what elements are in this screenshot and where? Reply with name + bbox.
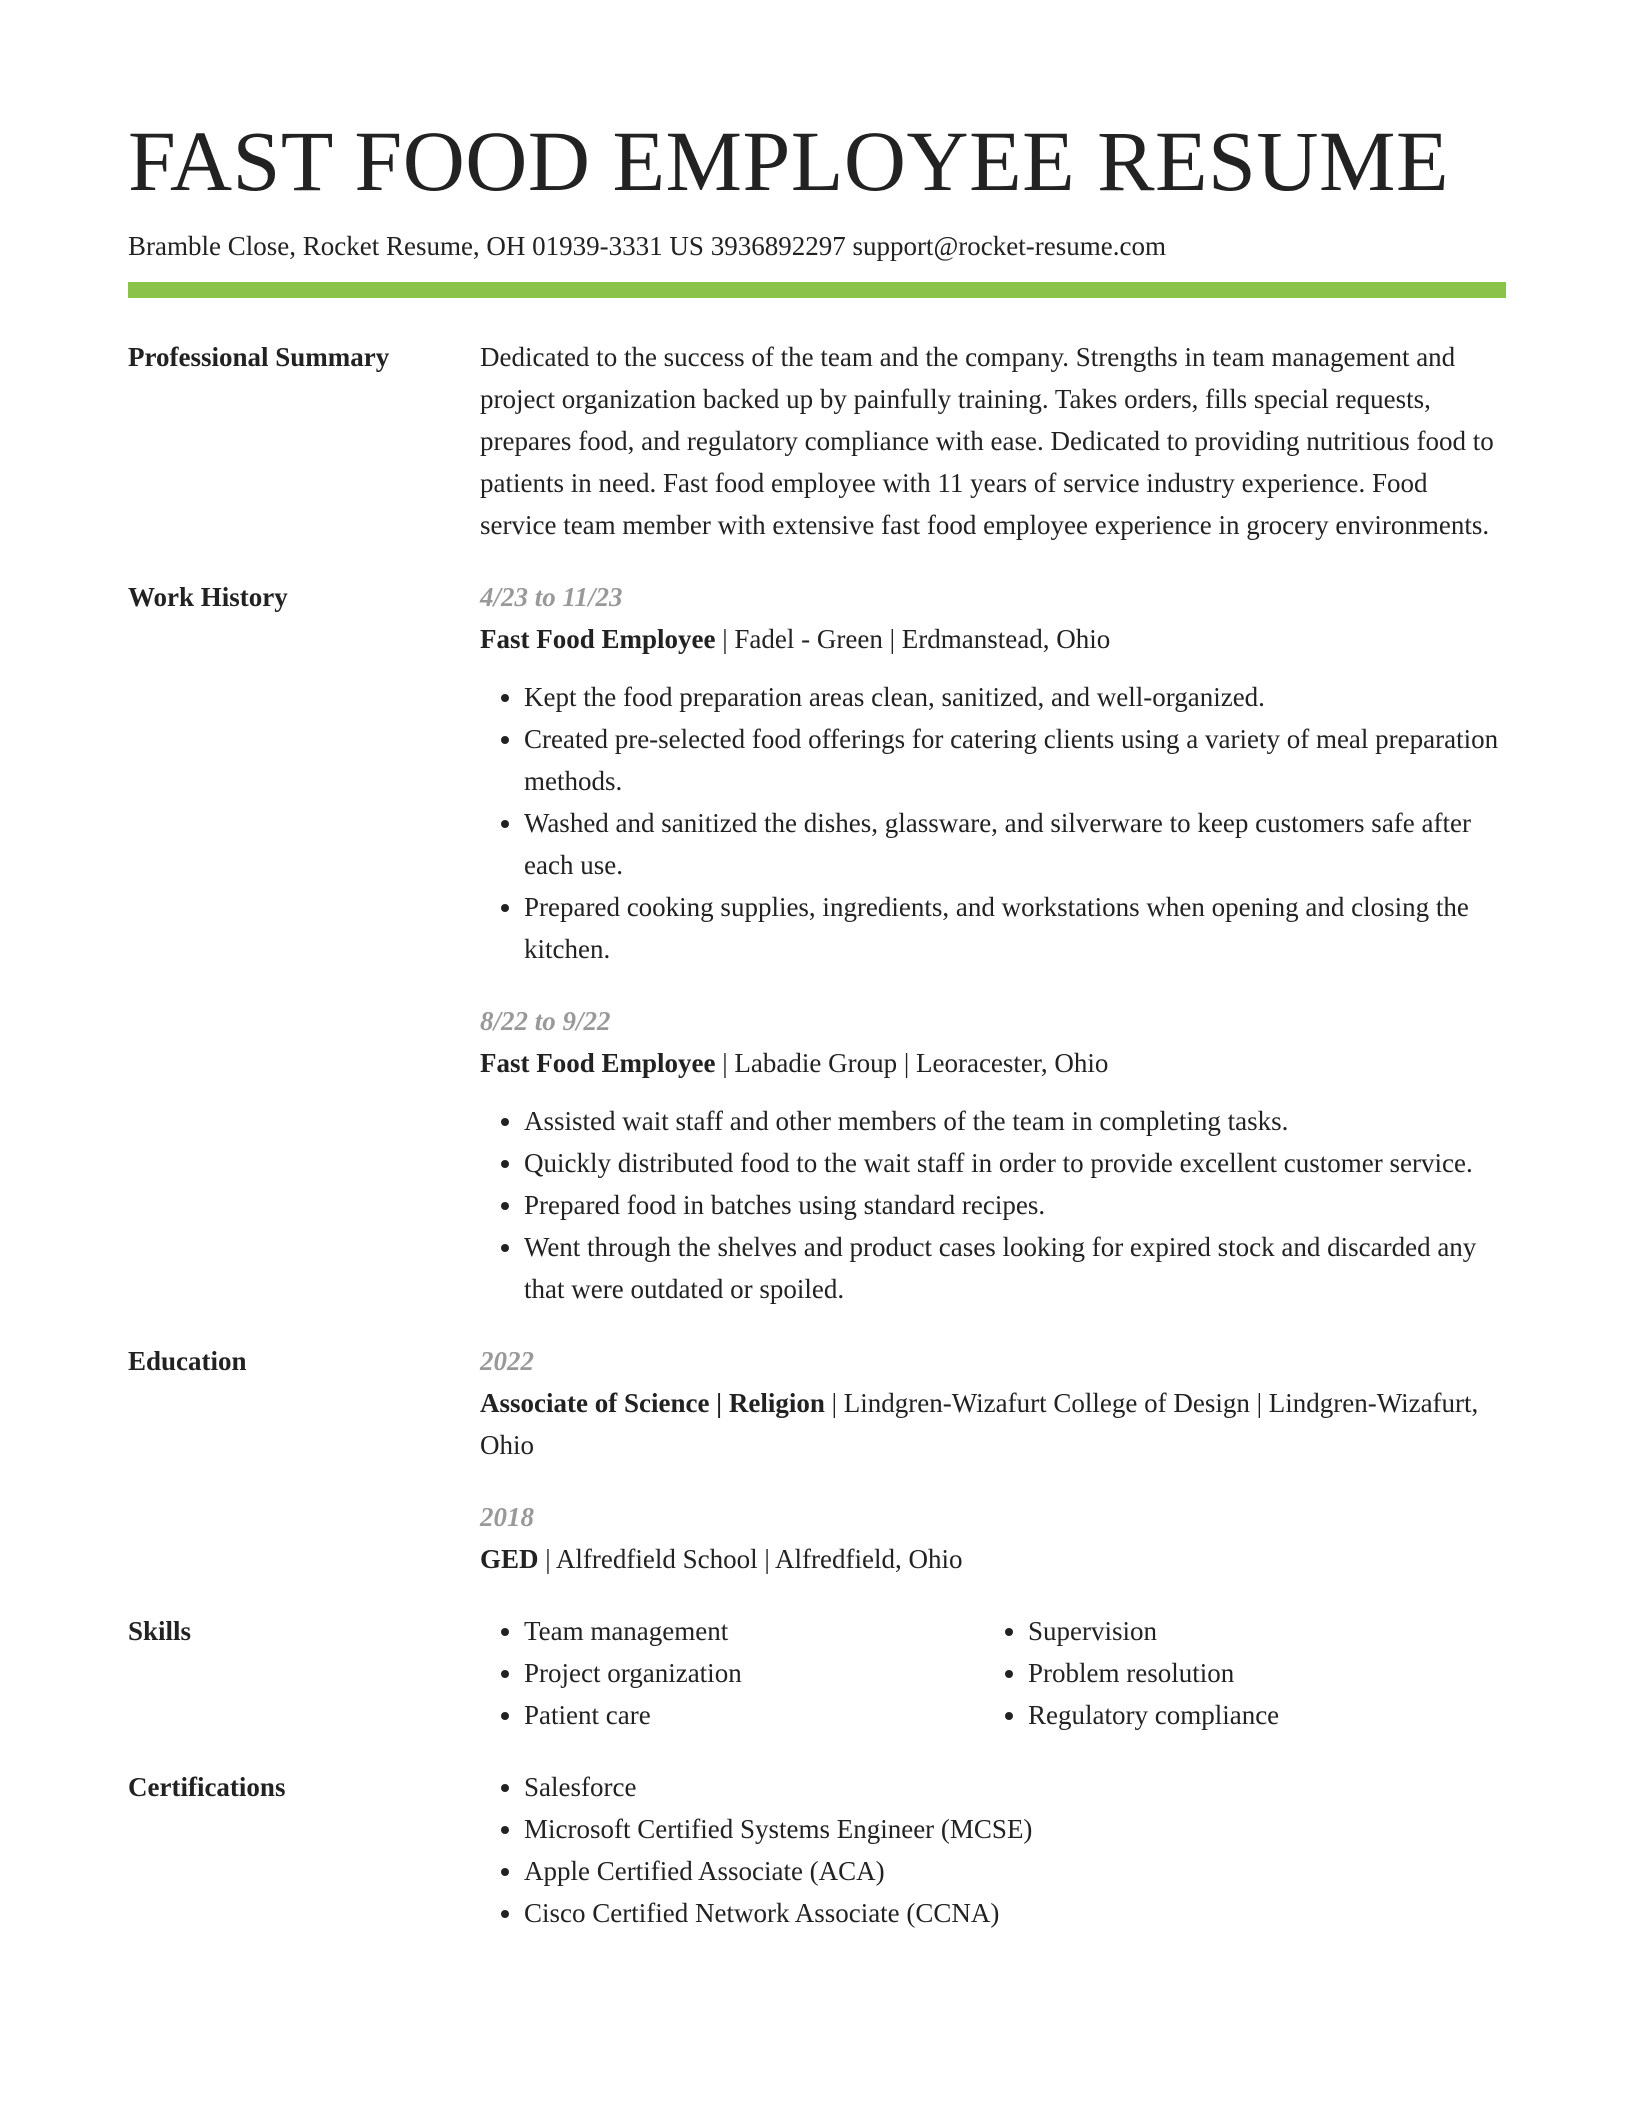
education-details: | Alfredfield School | Alfredfield, Ohio [538, 1544, 963, 1575]
skill-item: • Problem resolution [1028, 1652, 1488, 1694]
certification-item: • Salesforce [524, 1766, 1506, 1808]
resume-title: FAST FOOD EMPLOYEE RESUME [128, 113, 1449, 209]
header-divider [128, 282, 1506, 298]
education-line [480, 1538, 1506, 1580]
skills-list [984, 1610, 1488, 1736]
section-label-work-history: Work History [128, 582, 288, 613]
resume-page [128, 113, 1506, 1964]
job-bullet: • Created pre-selected food offerings for catering clients using a variety of meal preparation methods. [524, 718, 1506, 802]
job-dates: 8/22 to 9/22 [480, 1006, 611, 1037]
summary-text: Dedicated to the success of the team and the company. Strengths in team management and project organization backed up by painfully training. Takes orders, fills special requests, prepares food, and regulatory compliance with ease. Dedicated to providing nutritious food to patients in need. Fast food employee with 11 years of service industry experience. Food service team member with extensive fast food employee experience in grocery environments. [480, 342, 1494, 541]
skills-section [128, 1610, 1506, 1736]
certification-item: • Apple Certified Associate (ACA) [524, 1850, 1506, 1892]
work-history-body [480, 576, 1506, 1310]
education-degree: Associate of Science | Religion [480, 1388, 825, 1419]
job-role-line [480, 1042, 1506, 1084]
work-history-section [128, 576, 1506, 1310]
job-bullet: • Prepared food in batches using standard recipes. [524, 1184, 1506, 1226]
skills-column-right [984, 1610, 1488, 1736]
certification-item: • Cisco Certified Network Associate (CCNA) [524, 1892, 1506, 1934]
resume-sections [128, 336, 1506, 1934]
skills-body [480, 1610, 1506, 1736]
job-details: | Labadie Group | Leoracester, Ohio [715, 1048, 1109, 1079]
education-entry [480, 1340, 1506, 1466]
job-bullet: • Kept the food preparation areas clean, sanitized, and well-organized. [524, 676, 1506, 718]
education-year: 2022 [480, 1346, 534, 1377]
education-line [480, 1382, 1506, 1466]
education-degree: GED [480, 1544, 539, 1575]
skill-item: • Regulatory compliance [1028, 1694, 1488, 1736]
summary-body [480, 336, 1506, 546]
summary-section [128, 336, 1506, 546]
job-role-line [480, 618, 1506, 660]
job-title: Fast Food Employee [480, 1048, 716, 1079]
job-details: | Fadel - Green | Erdmanstead, Ohio [715, 624, 1111, 655]
job-bullet: • Quickly distributed food to the wait staff in order to provide excellent customer service. [524, 1142, 1506, 1184]
job-bullet: • Prepared cooking supplies, ingredients, and workstations when opening and closing the kitchen. [524, 886, 1506, 970]
section-label-summary: Professional Summary [128, 342, 390, 373]
skills-column-left [480, 1610, 984, 1736]
section-label-education: Education [128, 1346, 247, 1377]
certification-item: • Microsoft Certified Systems Engineer (MCSE) [524, 1808, 1506, 1850]
contact-line: Bramble Close, Rocket Resume, OH 01939-3331 US 3936892297 support@rocket-resume.com [128, 231, 1166, 261]
job-bullet: • Went through the shelves and product cases looking for expired stock and discarded any that were outdated or spoiled. [524, 1226, 1506, 1310]
skill-item: • Patient care [524, 1694, 984, 1736]
certifications-body [480, 1766, 1506, 1934]
section-label-skills: Skills [128, 1616, 192, 1647]
section-label-certifications: Certifications [128, 1772, 286, 1803]
skill-item: • Project organization [524, 1652, 984, 1694]
job-entry [480, 1000, 1506, 1310]
education-entry [480, 1496, 1506, 1580]
job-bullet: • Assisted wait staff and other members of the team in completing tasks. [524, 1100, 1506, 1142]
job-dates: 4/23 to 11/23 [480, 582, 623, 613]
education-details: | Lindgren-Wizafurt College of Design | Lindgren-Wizafurt, Ohio [480, 1388, 1479, 1461]
education-section [128, 1340, 1506, 1580]
job-entry [480, 576, 1506, 970]
education-body [480, 1340, 1506, 1580]
education-year: 2018 [480, 1502, 534, 1533]
job-title: Fast Food Employee [480, 624, 716, 655]
job-bullets [480, 676, 1506, 970]
skills-list [480, 1610, 984, 1736]
skill-item: • Supervision [1028, 1610, 1488, 1652]
job-bullets [480, 1100, 1506, 1310]
job-bullet: • Washed and sanitized the dishes, glassware, and silverware to keep customers safe after each use. [524, 802, 1506, 886]
certifications-list [480, 1766, 1506, 1934]
certifications-section [128, 1766, 1506, 1934]
skills-grid [480, 1610, 1506, 1736]
skill-item: • Team management [524, 1610, 984, 1652]
